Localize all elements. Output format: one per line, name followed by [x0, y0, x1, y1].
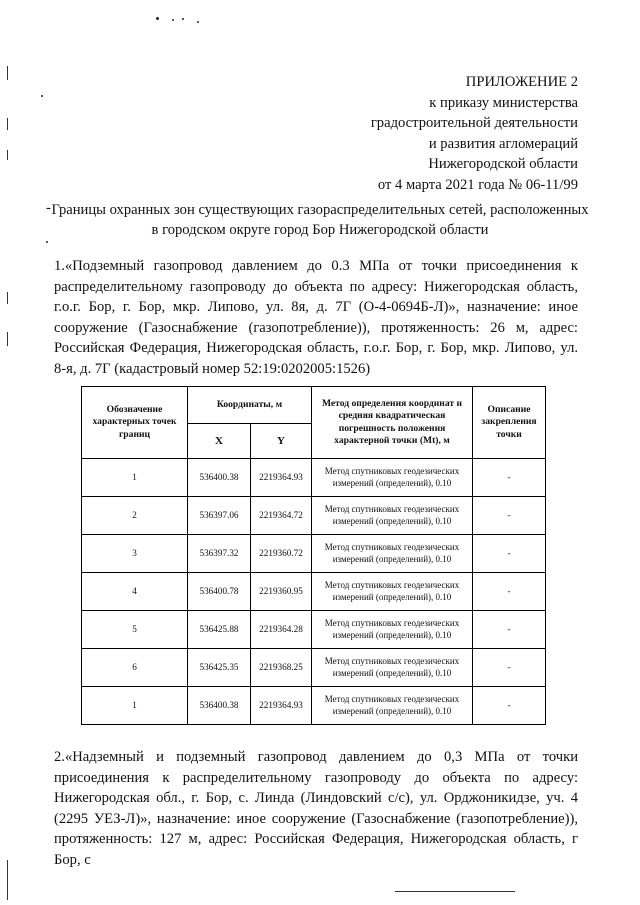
- cell-description: -: [473, 535, 546, 573]
- header-method: Метод определения координат и средняя квадратическая погрешность положения характерной точки (Mt), м: [312, 387, 473, 459]
- appendix-line: и развития агломераций: [428, 135, 578, 152]
- cell-method: Метод спутниковых геодезических измерений (определений), 0.10: [312, 535, 473, 573]
- cell-description: -: [473, 459, 546, 497]
- document-title-line: Границы охранных зон существующих газораспределительных сетей, расположенных: [51, 202, 589, 218]
- scan-edge-mark: [7, 150, 8, 160]
- scan-speck: [182, 18, 184, 20]
- table-row: [82, 573, 546, 611]
- cell-x: 536397.32: [188, 535, 251, 573]
- scan-speck: [156, 17, 159, 20]
- cell-description: -: [473, 573, 546, 611]
- cell-y: 2219360.72: [251, 535, 312, 573]
- header-x: X: [188, 424, 251, 459]
- paragraph-2: 2.«Надземный и подземный газопровод давлением до 0,3 МПа от точки присоединения к распределительному газопроводу до объекта по адресу: Нижегородская обл., г. Бор, с. Линда (Линдовский с/с), ул. Орджоникидзе, уч. 4 (2295 УЕЗ-Л)», назначение: иное сооружение (Газоснабжение (газопотребление)), протяженность: 127 м, адрес: Российская Федерация, Нижегородская область, г Бор, с: [54, 749, 578, 868]
- header-y: Y: [251, 424, 312, 459]
- table-row: [82, 649, 546, 687]
- cell-y: 2219364.72: [251, 497, 312, 535]
- appendix-order-date: от 4 марта 2021 года № 06-11/99: [377, 176, 578, 193]
- table-row: [82, 459, 546, 497]
- header-description: Описание закрепления точки: [473, 387, 546, 459]
- cell-y: 2219364.28: [251, 611, 312, 649]
- scan-bottom-line: [395, 891, 515, 892]
- cell-method: Метод спутниковых геодезических измерений (определений), 0.10: [312, 497, 473, 535]
- appendix-header: [371, 72, 578, 196]
- scan-edge-mark: [7, 66, 8, 80]
- scan-speck: [41, 95, 43, 97]
- cell-x: 536400.38: [188, 687, 251, 725]
- cell-y: 2219360.95: [251, 573, 312, 611]
- coordinates-table: [81, 386, 546, 725]
- cell-method: Метод спутниковых геодезических измерений (определений), 0.10: [312, 687, 473, 725]
- cell-point: 6: [82, 649, 188, 687]
- cell-y: 2219364.93: [251, 459, 312, 497]
- cell-y: 2219364.93: [251, 687, 312, 725]
- table-row: [82, 535, 546, 573]
- cell-point: 5: [82, 611, 188, 649]
- document-title-line: в городском округе город Бор Нижегородской области: [151, 222, 489, 238]
- cell-point: 1: [82, 687, 188, 725]
- appendix-line: градостроительной деятельности: [370, 115, 578, 132]
- cell-x: 536400.78: [188, 573, 251, 611]
- appendix-line: к приказу министерства: [429, 94, 578, 111]
- appendix-title: ПРИЛОЖЕНИЕ 2: [465, 74, 578, 90]
- paragraph-1: 1.«Подземный газопровод давлением до 0.3 МПа от точки присоединения к распределительному газопроводу до объекта по адресу: Нижегородская область, г.о.г. Бор, г. Бор, мкр. Липово, ул. 8я, д. 7Г (О-4-0694Б-Л)», назначение: иное сооружение (Газоснабжение (газопотребление)), протяженность: 26 м, адрес: Российская Федерация, Нижегородская область, г.о.г. Бор, г. Бор, мкр. Липово, ул. 8-я, д. 7Г (кадастровый номер 52:19:0202005:1526): [54, 258, 578, 377]
- scan-edge-mark: [7, 860, 8, 900]
- cell-x: 536425.35: [188, 649, 251, 687]
- cell-x: 536425.88: [188, 611, 251, 649]
- cell-description: -: [473, 687, 546, 725]
- scan-edge-mark: [7, 118, 8, 130]
- cell-point: 4: [82, 573, 188, 611]
- cell-description: -: [473, 611, 546, 649]
- cell-x: 536400.38: [188, 459, 251, 497]
- header-coordinates: Координаты, м: [188, 387, 312, 424]
- cell-method: Метод спутниковых геодезических измерений (определений), 0.10: [312, 649, 473, 687]
- cell-description: -: [473, 649, 546, 687]
- cell-point: 1: [82, 459, 188, 497]
- cell-point: 2: [82, 497, 188, 535]
- cell-method: Метод спутниковых геодезических измерений (определений), 0.10: [312, 573, 473, 611]
- table-row: [82, 687, 546, 725]
- scan-edge-mark: [7, 292, 8, 304]
- table-row: [82, 497, 546, 535]
- title-dash: -: [46, 200, 51, 216]
- scan-speck: [197, 21, 199, 23]
- cell-point: 3: [82, 535, 188, 573]
- cell-y: 2219368.25: [251, 649, 312, 687]
- cell-method: Метод спутниковых геодезических измерений (определений), 0.10: [312, 611, 473, 649]
- table-row: [82, 611, 546, 649]
- header-point: Обозначение характерных точек границ: [82, 387, 188, 459]
- appendix-line: Нижегородской области: [428, 156, 578, 173]
- cell-method: Метод спутниковых геодезических измерений (определений), 0.10: [312, 459, 473, 497]
- cell-description: -: [473, 497, 546, 535]
- cell-x: 536397.06: [188, 497, 251, 535]
- document-title: [40, 200, 600, 240]
- scan-speck: [46, 241, 48, 243]
- scan-speck: [172, 19, 174, 21]
- scan-edge-mark: [7, 332, 8, 346]
